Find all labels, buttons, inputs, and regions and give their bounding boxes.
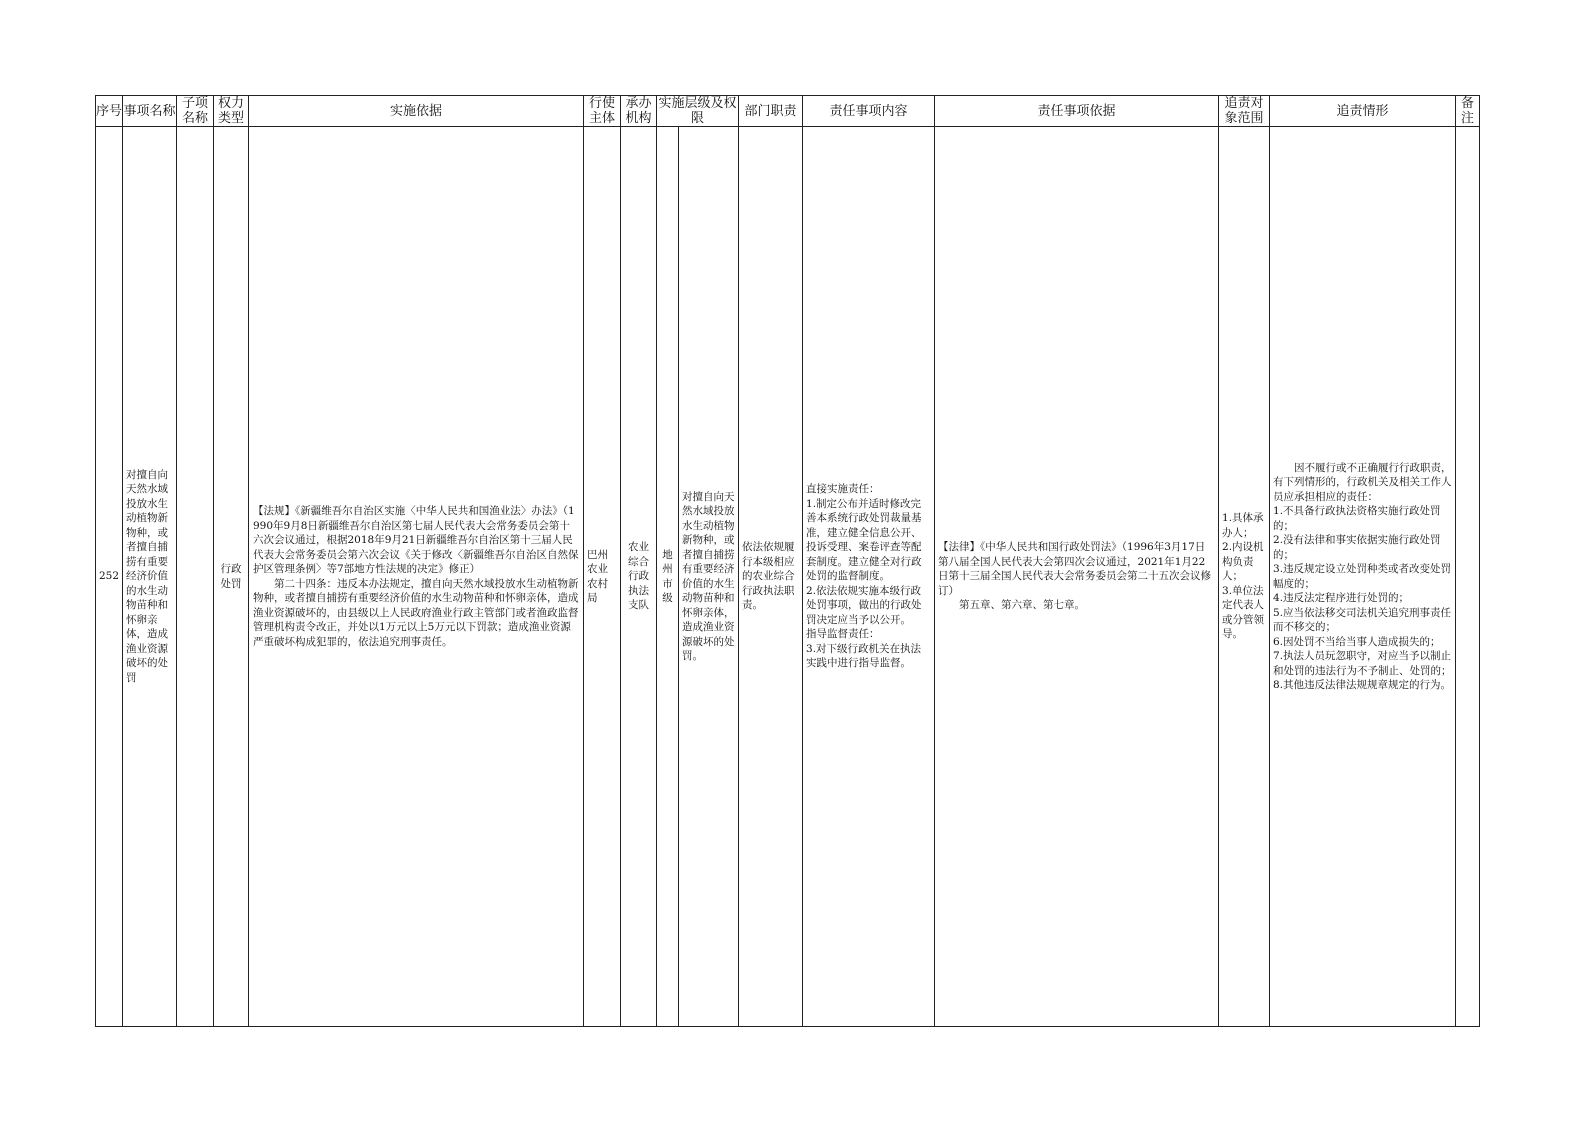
situation-line: 5.应当依法移交司法机关追究刑事责任而不移交的； <box>1273 606 1452 633</box>
header-duty: 部门职责 <box>739 96 803 127</box>
basis-paragraph: 第二十四条：违反本办法规定，擅自向天然水域投放水生动植物新物种，或者擅自捕捞有重要经济价值的水生动物苗种和怀卵亲体，造成渔业资源破坏的，由县级以上人民政府渔业行政主管部门或者渔政监督管理机构责令改正，并处以1万元以上5万元以下罚款；造成渔业资源严重破坏构成犯罪的，依法追究刑事责任。 <box>253 577 579 648</box>
cell-duty: 依法依规履行本级相应的农业综合行政执法职责。 <box>739 127 803 1027</box>
cell-remark <box>1456 127 1480 1027</box>
resp-content-line: 1.制定公布并适时修改完善本系统行政处罚裁量基准，建立健全信息公开、投诉受理、案卷评查等配套制度。建立健全对行政处罚的监督制度。 <box>806 497 922 583</box>
header-resp-basis: 责任事项依据 <box>935 96 1219 127</box>
cell-seq: 252 <box>96 127 123 1027</box>
cell-resp-basis <box>935 127 1219 1027</box>
header-basis: 实施依据 <box>249 96 584 127</box>
header-subject: 行使主体 <box>584 96 621 127</box>
header-resp-content: 责任事项内容 <box>803 96 935 127</box>
situation-line: 1.不具备行政执法资格实施行政处罚的； <box>1273 505 1441 532</box>
situation-line: 8.其他违反法律法规规章规定的行为。 <box>1273 679 1452 691</box>
scope-line: 1.具体承办人； <box>1222 512 1264 539</box>
resp-basis-paragraph: 第五章、第六章、第七章。 <box>959 599 1086 612</box>
cell-org: 农业综合行政执法支队 <box>621 127 657 1027</box>
header-item-name: 事项名称 <box>123 96 177 127</box>
cell-sub-item <box>177 127 214 1027</box>
resp-content-line: 3.对下级行政机关在执法实践中进行指导监督。 <box>806 642 922 670</box>
resp-basis-paragraph: 【法律】《中华人民共和国行政处罚法》（1996年3月17日第八届全国人民代表大会第四次会议通过，2021年1月22日第十三届全国人民代表大会常务委员会第二十五次会议修订） <box>938 541 1212 597</box>
header-remark: 备注 <box>1456 96 1480 127</box>
resp-content-line: 指导监督责任： <box>806 628 880 641</box>
table-row <box>96 127 1480 1027</box>
header-seq: 序号 <box>96 96 123 127</box>
scope-line: 3.单位法定代表人或分管领导。 <box>1222 584 1265 641</box>
cell-basis <box>249 127 584 1027</box>
situation-line: 4.违反法定程序进行处罚的； <box>1273 592 1410 604</box>
situation-line: 2.没有法律和事实依据实施行政处罚的； <box>1273 534 1441 561</box>
situation-line: 因不履行或不正确履行行政职责，有下列情形的，行政机关及相关工作人员应承担相应的责任： <box>1273 461 1452 503</box>
header-level: 实施层级及权限 <box>658 96 737 126</box>
cell-item-name: 对擅自向天然水域投放水生动植物新物种，或者擅自捕捞有重要经济价值的水生动物苗种和怀卵亲体，造成渔业资源破坏的处罚 <box>123 127 177 1027</box>
cell-scope <box>1219 127 1270 1027</box>
header-situation: 追责情形 <box>1270 96 1456 127</box>
situation-line: 6.因处罚不当给当事人造成损失的； <box>1273 635 1441 648</box>
situation-line: 7.执法人员玩忽职守，对应当予以制止和处罚的违法行为不予制止、处罚的； <box>1273 650 1452 677</box>
cell-situation <box>1270 127 1456 1027</box>
header-org: 承办机构 <box>621 96 657 127</box>
header-scope: 追责对象范围 <box>1219 96 1270 127</box>
cell-subject: 巴州农业农村局 <box>584 127 621 1027</box>
cell-level-scope: 对擅自向天然水域投放水生动植物新物种，或者擅自捕捞有重要经济价值的水生动物苗种和怀卵亲体，造成渔业资源破坏的处罚。 <box>679 127 739 1027</box>
cell-power-type: 行政处罚 <box>214 127 249 1027</box>
resp-content-line: 直接实施责任： <box>806 483 880 496</box>
scope-line: 2.内设机构负责人； <box>1222 541 1264 583</box>
header-power-type: 权力类型 <box>214 96 249 127</box>
header-sub-item: 子项名称 <box>177 96 214 127</box>
power-list-table <box>95 95 1480 1027</box>
resp-content-line: 2.依法依规实施本级行政处罚事项，做出的行政处罚决定应当予以公开。 <box>806 584 922 626</box>
situation-line: 3.违反规定设立处罚种类或者改变处罚幅度的； <box>1273 563 1452 590</box>
cell-resp-content <box>803 127 935 1027</box>
cell-level-name: 地州市级 <box>657 127 679 1027</box>
basis-paragraph: 【法规】《新疆维吾尔自治区实施〈中华人民共和国渔业法〉办法》（1990年9月8日新疆维吾尔自治区第七届人民代表大会常务委员会第十六次会议通过，根据2018年9月21日新疆维吾尔自治区第十三届人民代表大会常务委员会第六次会议《关于修改〈新疆维吾尔自治区自然保护区管理条例〉等7部地方性法规的决定》修正） <box>253 505 579 575</box>
header-row <box>96 96 1480 127</box>
